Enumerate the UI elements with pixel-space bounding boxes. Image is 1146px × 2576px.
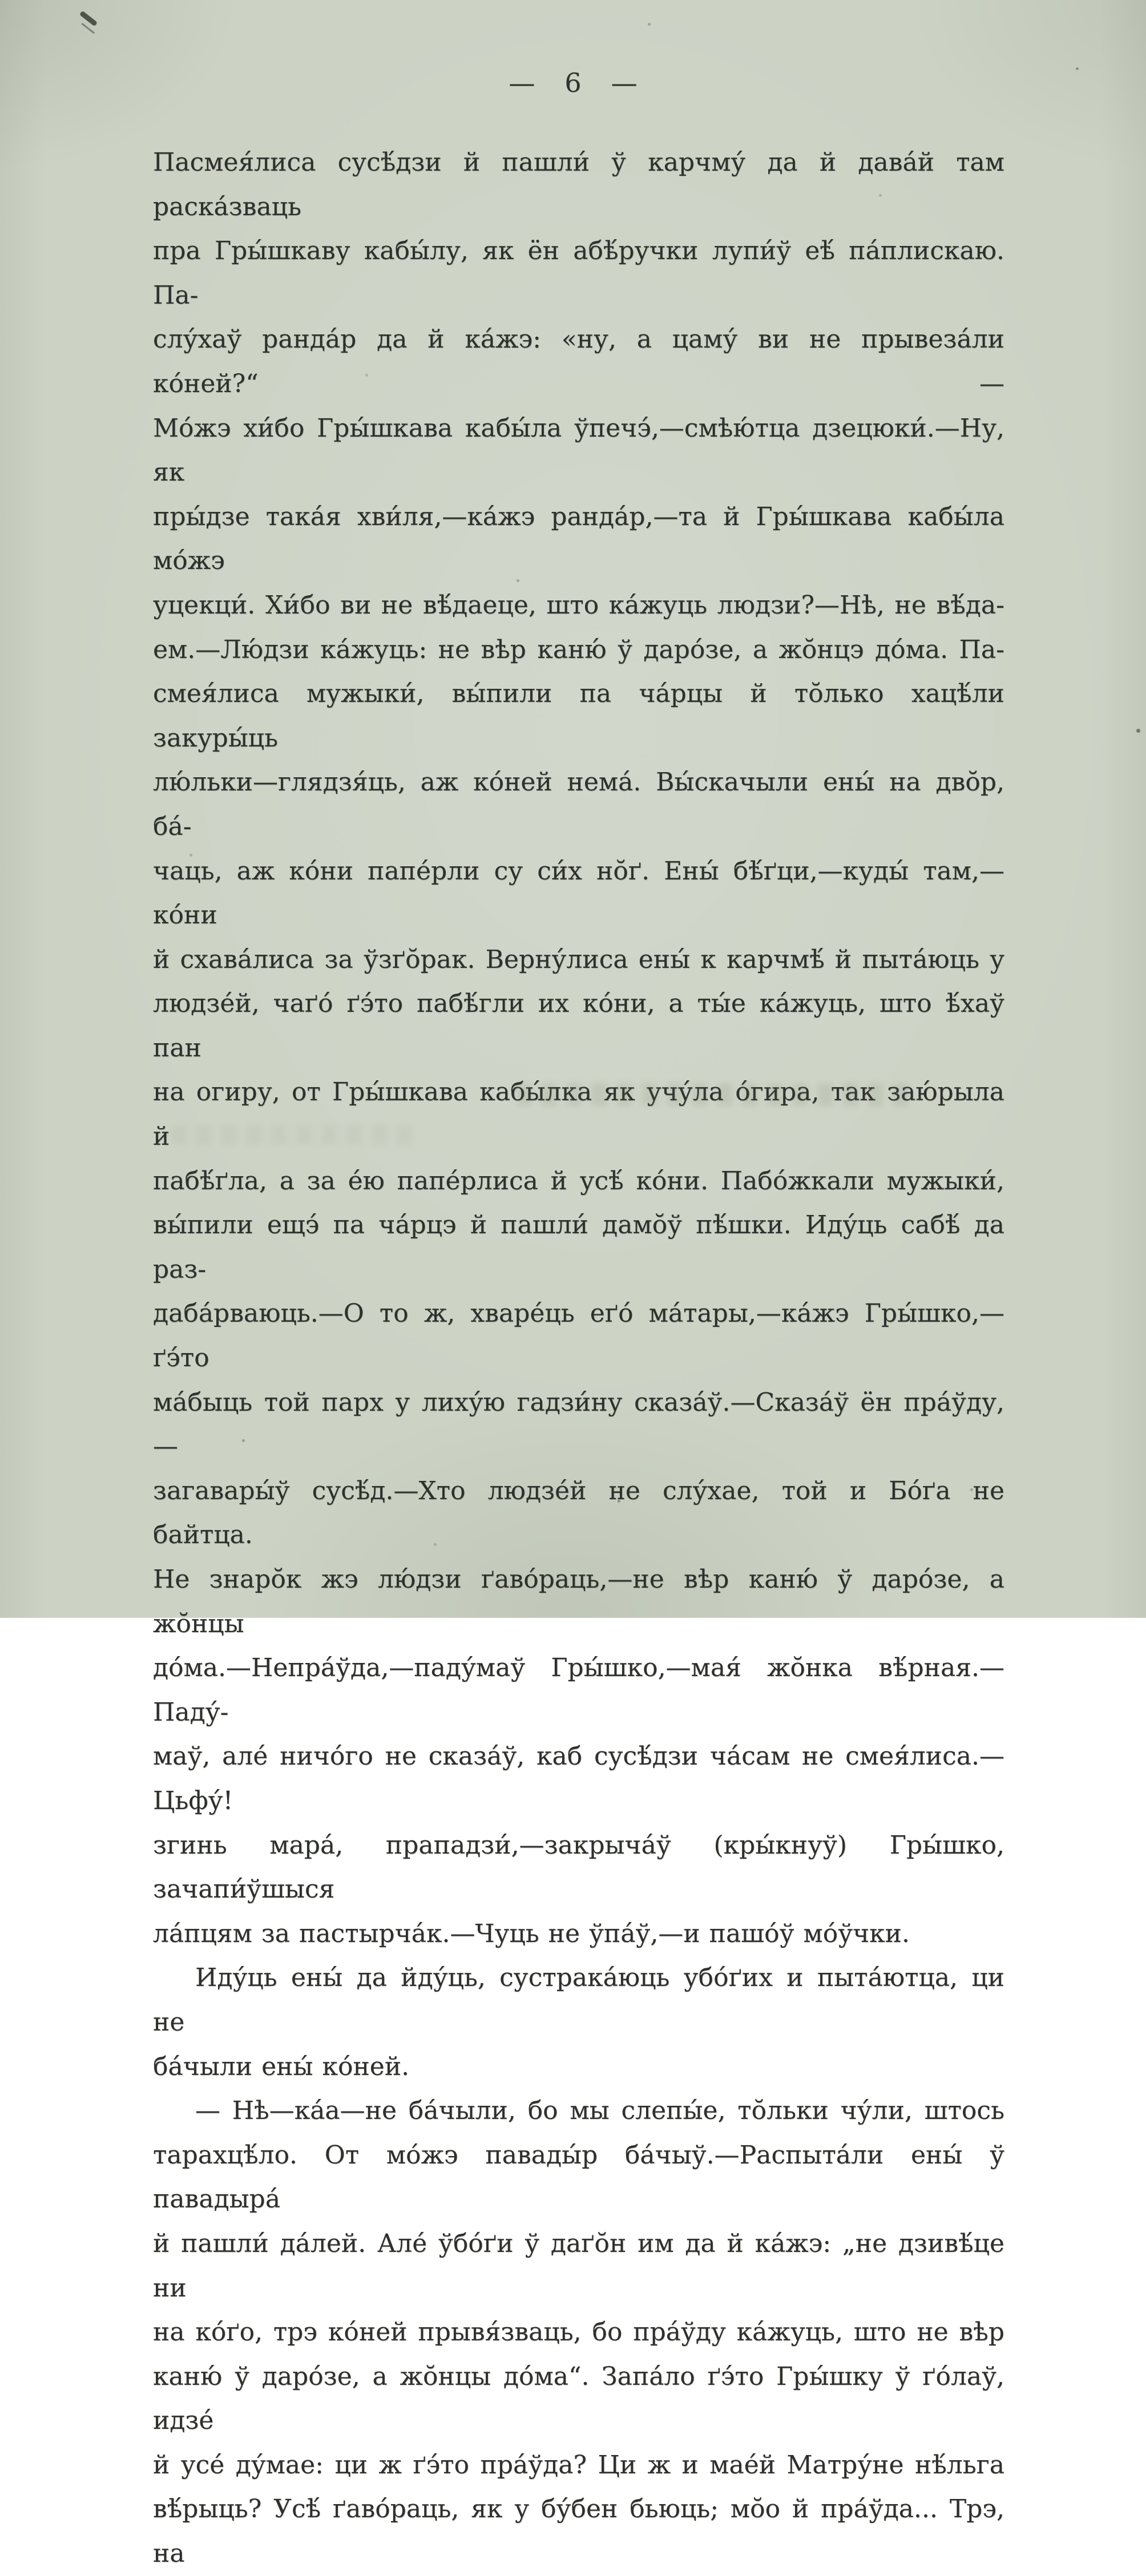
text-line: й схава́лиса за ўзґо̆рак. Верну́лиса ены́ к карчмѣ́ й пыта́юць у xyxy=(153,944,1004,974)
text-line: на огиру, от Гры́шкава кабы́лка як учу́ла о́гира, так заю́рыла й xyxy=(153,1077,1004,1152)
text-line: ба́чыли ены́ ко́ней. xyxy=(153,2052,410,2081)
text-line: — Нѣ—ка́а—не ба́чыли, бо мы слепы́е, то̆льки чу́ли, штось xyxy=(195,2096,1004,2126)
page-number: 6 xyxy=(564,67,582,98)
text-line: смея́лиса мужыки́, вы́пили па ча́рцы й то̆лько хацѣ́ли закуры́ць xyxy=(153,679,1004,753)
text-line: Иду́ць ены́ да йду́ць, сустрака́юць убо́ґих и пыта́ютца, ци не xyxy=(153,1963,1004,2037)
text-line: пры́дзе така́я хви́ля,—ка́жэ ранда́р,—та й Гры́шкава кабы́ла мо́жэ xyxy=(153,502,1004,576)
text-line: й усе́ ду́мае: ци ж ґэ́то пра́ўда? Ци ж и мае́й Матру́не нѣ́льга xyxy=(153,2450,1004,2480)
header-right-dash: — xyxy=(611,67,637,98)
paper-specks-artifact xyxy=(0,0,3,3)
text-line: до́ма.—Непра́ўда,—паду́маў Гры́шко,—мая́ жо̆нка вѣ́рная.—Паду́- xyxy=(153,1653,1004,1727)
text-line: тарахцѣ́ло. От мо́жэ павады́р ба́чыў.—Распыта́ли ены́ ў павадыра́ xyxy=(153,2140,1004,2214)
text-line: людзе́й, чаґо́ ґэ́то пабѣ́гли их ко́ни, а ты́е ка́жуць, што ѣ́хаў пан xyxy=(153,989,1004,1063)
text-line: Мо́жэ хи́бо Гры́шкава кабы́ла ўпечэ́,—смѣю́тца дзецюки́.—Ну, як xyxy=(153,413,1004,487)
text-line: лю́льки—глядзя́ць, аж ко́ней нема́. Вы́скачыли ены́ на дво̆р, ба́- xyxy=(153,768,1004,841)
ink-bleed-through-artifact xyxy=(516,1083,916,1106)
text-line: на ко́ґо, трэ ко́ней прывя́зваць, бо пра́ўду ка́жуць, што не вѣр xyxy=(153,2317,1004,2347)
text-line: даба́рваюць.—О то ж, хваре́ць еґо́ ма́тары,—ка́жэ Гры́шко,—ґэ́то xyxy=(153,1299,1004,1373)
text-line: Пасмея́лиса сусѣ́дзи й пашли́ ў карчму́ да й дава́й там раска́зваць xyxy=(153,148,1004,221)
text-line: чаць, аж ко́ни папе́рли су си́х но̆ґ. Ены́ бѣ́ґци,—куды́ там,—ко́ни xyxy=(153,856,1004,930)
text-line: загавары́ў сусѣ́д.—Хто людзе́й не слу́хае, той и Бо́ґа не байтца. xyxy=(153,1476,1004,1550)
ink-bleed-through-artifact xyxy=(171,1125,417,1145)
text-line: й пашли́ да́лей. Але́ ўбо́ґи ў даґо̆н им да й ка́жэ: „не дзивѣ́це ни xyxy=(153,2228,1004,2303)
text-line: вы́пили ещэ́ па ча́рцэ й пашли́ дамо̆ў пѣ́шки. Иду́ць сабѣ́ да раз- xyxy=(153,1210,1004,1284)
text-line: уцекци́. Хи́бо ви не вѣ́даеце, што ка́жуць людзи?—Нѣ, не вѣ́да- xyxy=(153,590,1004,620)
text-line: пра Гры́шкаву кабы́лу, як ён абѣ́ручки лупи́ў еѣ́ па́плискаю. Па- xyxy=(153,236,1004,310)
text-line: ма́быць той парх у лиху́ю гадзи́ну сказа́ў.—Сказа́ў ён пра́ўду,— xyxy=(153,1387,1004,1461)
text-line: маў, але́ ничо́го не сказа́ў, каб сусѣ́дзи ча́сам не смея́лиса.—Цьфу́! xyxy=(153,1742,1004,1815)
corner-smudge-artifact xyxy=(79,10,98,26)
text-line: ем.—Лю́дзи ка́жуць: не вѣр каню́ ў даро́зе, а жо̆нцэ до́ма. Па- xyxy=(153,635,1004,664)
text-line: каню́ ў даро́зе, а жо̆нцы до́ма“. Запа́ло ґэ́то Гры́шку ў ґо́лаў, идзе́ xyxy=(153,2361,1004,2436)
text-line: ла́пцям за пастырча́к.—Чуць не ўпа́ў,—и пашо́ў мо́ўчки. xyxy=(153,1919,910,1948)
text-line: Не знаро̆к жэ лю́дзи ґаво́раць,—не вѣр каню́ ў даро́зе, а жо̆нцы xyxy=(153,1565,1004,1638)
text-line: пабѣ́ґла, а за е́ю папе́рлиса й усѣ́ ко́ни. Пабо́жкали мужыки́, xyxy=(153,1166,1004,1196)
page-header xyxy=(0,67,1146,98)
page-text xyxy=(153,140,1004,2576)
text-line: згинь мара́, прападзи́,—закрыча́ў (кры́кнуў) Гры́шко, зачапи́ўшыся xyxy=(153,1830,1004,1904)
text-line: вѣ́рыць? Усѣ́ ґаво́раць, як у бу́бен бьюць; мо̆о й пра́ўда... Трэ, на xyxy=(153,2494,1004,2569)
text-line: слу́хаў ранда́р да й ка́жэ: «ну, а цаму́ ви не прывеза́ли ко́ней?“ — xyxy=(153,325,1004,398)
header-left-dash: — xyxy=(509,67,535,98)
